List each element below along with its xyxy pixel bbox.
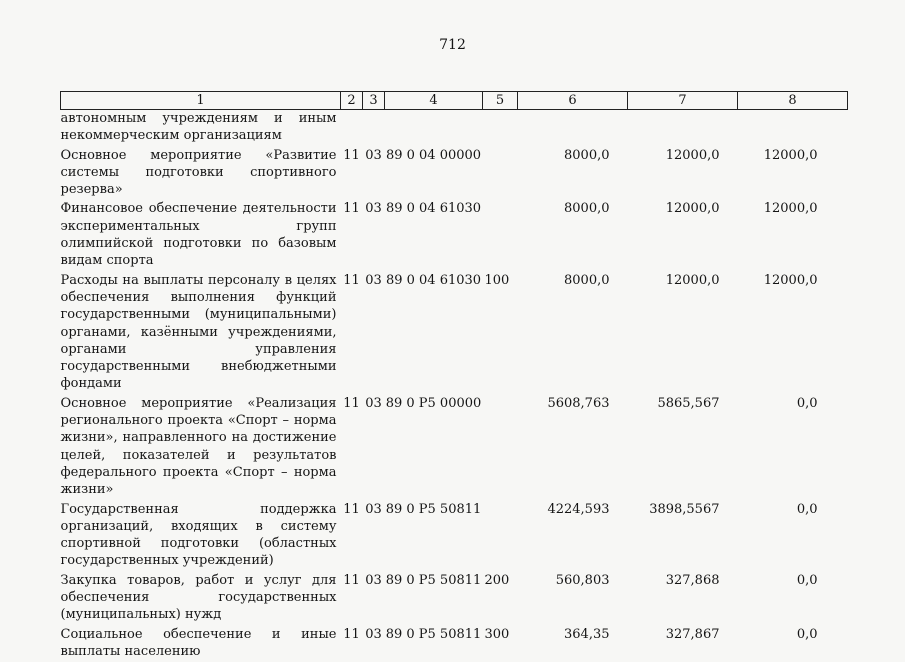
row-amount-col8: 0,0 <box>796 572 818 588</box>
table-header-row <box>61 92 848 110</box>
row-expense-type <box>483 395 518 501</box>
row-name: Расходы на выплаты персоналу в целях обеспечения выполнения функций государственными (муниципальными) органами, казёнными учреждениями, органами управления государственными внебюджетными фондами <box>60 272 337 392</box>
page-number: 712 <box>439 37 466 53</box>
table-row <box>61 200 848 271</box>
table-row <box>61 147 848 201</box>
row-section: 11 <box>343 395 360 411</box>
row-amount-col6: 8000,0 <box>564 201 610 217</box>
row-amount-col8: 12000,0 <box>763 272 818 288</box>
row-target-article: 89 0 04 61030 <box>385 272 482 288</box>
row-amount-col7: 327,868 <box>665 572 720 588</box>
column-header: 6 <box>518 92 628 110</box>
row-subsection <box>363 110 385 147</box>
table-row <box>61 626 848 662</box>
row-amount-col6 <box>518 110 628 147</box>
row-expense-type: 100 <box>484 272 510 288</box>
column-header: 4 <box>385 92 483 110</box>
row-amount-col7: 12000,0 <box>665 201 720 217</box>
budget-table <box>60 91 848 662</box>
row-name: Социальное обеспечение и иные выплаты населению <box>60 626 337 659</box>
row-target-article: 89 0 P5 00000 <box>385 395 482 411</box>
table-row <box>61 272 848 395</box>
row-subsection: 03 <box>365 395 382 411</box>
row-amount-col7: 5865,567 <box>657 395 720 411</box>
row-name: Основное мероприятие «Развитие системы подготовки спортивного резерва» <box>60 147 337 198</box>
row-section: 11 <box>343 572 360 588</box>
row-name: Основное мероприятие «Реализация регионального проекта «Спорт – норма жизни», направленного на достижение целей, показателей и результатов федерального проекта «Спорт – норма жизни» <box>60 395 337 498</box>
row-subsection: 03 <box>365 501 382 517</box>
row-subsection: 03 <box>365 272 382 288</box>
table-row <box>61 110 848 147</box>
row-name: Закупка товаров, работ и услуг для обеспечения государственных (муниципальных) нужд <box>60 572 337 623</box>
row-expense-type <box>483 110 518 147</box>
row-expense-type: 200 <box>484 572 510 588</box>
row-expense-type <box>483 147 518 201</box>
row-amount-col6: 8000,0 <box>564 272 610 288</box>
row-amount-col8: 0,0 <box>796 626 818 642</box>
row-amount-col8: 0,0 <box>796 395 818 411</box>
table-row <box>61 395 848 501</box>
row-target-article: 89 0 P5 50811 <box>385 501 482 517</box>
row-section: 11 <box>343 272 360 288</box>
row-expense-type <box>483 501 518 572</box>
table-row <box>61 572 848 626</box>
row-section: 11 <box>343 501 360 517</box>
row-amount-col7 <box>628 110 738 147</box>
row-amount-col6: 5608,763 <box>547 395 610 411</box>
row-amount-col8: 0,0 <box>796 501 818 517</box>
column-header: 2 <box>341 92 363 110</box>
row-amount-col6: 560,803 <box>555 572 610 588</box>
row-section <box>341 110 363 147</box>
row-section: 11 <box>343 201 360 217</box>
row-name: автономным учреждениям и иным некоммерческим организациям <box>60 111 337 144</box>
row-section: 11 <box>343 147 360 163</box>
row-target-article: 89 0 P5 50811 <box>385 572 482 588</box>
row-target-article: 89 0 04 00000 <box>385 147 482 163</box>
column-header: 5 <box>483 92 518 110</box>
row-target-article: 89 0 04 61030 <box>385 201 482 217</box>
column-header: 3 <box>363 92 385 110</box>
row-amount-col6: 364,35 <box>564 626 610 642</box>
row-expense-type <box>483 200 518 271</box>
row-section: 11 <box>343 626 360 642</box>
row-subsection: 03 <box>365 147 382 163</box>
row-amount-col7: 3898,5567 <box>649 501 720 517</box>
column-header: 1 <box>61 92 341 110</box>
row-amount-col7: 12000,0 <box>665 272 720 288</box>
row-amount-col8: 12000,0 <box>763 201 818 217</box>
row-subsection: 03 <box>365 201 382 217</box>
column-header: 8 <box>738 92 848 110</box>
row-subsection: 03 <box>365 572 382 588</box>
row-name: Государственная поддержка организаций, входящих в систему спортивной подготовки (областных государственных учреждений) <box>60 501 337 569</box>
row-expense-type: 300 <box>484 626 510 642</box>
row-amount-col6: 4224,593 <box>547 501 610 517</box>
table-row <box>61 501 848 572</box>
row-amount-col8: 12000,0 <box>763 147 818 163</box>
row-target-article <box>385 110 483 147</box>
column-header: 7 <box>628 92 738 110</box>
row-target-article: 89 0 P5 50811 <box>385 626 482 642</box>
row-amount-col6: 8000,0 <box>564 147 610 163</box>
row-amount-col7: 327,867 <box>665 626 720 642</box>
row-amount-col8 <box>738 110 848 147</box>
row-name: Финансовое обеспечение деятельности экспериментальных групп олимпийской подготовки по базовым видам спорта <box>60 201 337 269</box>
row-subsection: 03 <box>365 626 382 642</box>
row-amount-col7: 12000,0 <box>665 147 720 163</box>
